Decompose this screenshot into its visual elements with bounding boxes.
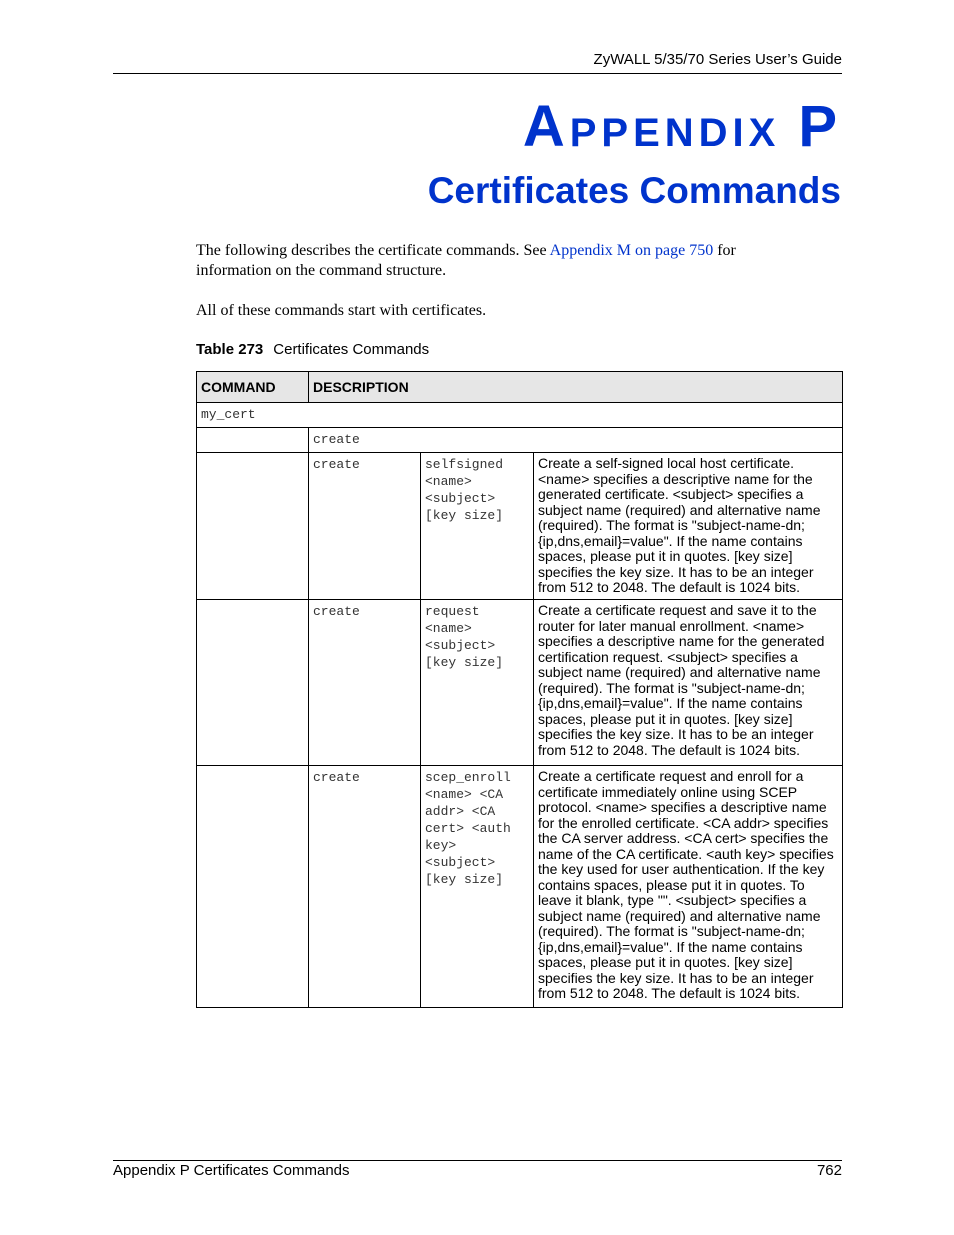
empty-cell [197,766,309,1008]
certificates-commands-table [196,371,843,1008]
description-cell: Create a certificate request and enroll for a certificate immediately online using SCEP protocol. <name> specifies a descriptive name for the enrolled certificate. <CA addr> specifies the CA server address. <CA cert> specifies the name of the CA certificate. <auth key> specifies the key used for user authentication. If the key contains spaces, please put it in quotes. To leave it blank, type "". <subject> specifies a subject name (required) and alternative name (required). The format is "subject-name-dn;{ip,dns,email}=value". If the name contains spaces, please put it in quotes. [key size] specifies the key size. It has to be an integer from 512 to 2048. The default is 1024 bits. [534,766,843,1008]
appendix-letter: P [798,94,842,159]
table-title: Certificates Commands [273,341,430,358]
table-row [197,453,843,600]
command-header: COMMAND [197,372,309,403]
empty-cell [197,600,309,766]
appendix-initial: A [522,94,570,159]
footer-rule [113,1160,842,1161]
table-header-row [197,372,843,403]
args-cell: scep_enroll <name> <CA addr> <CA cert> <auth key> <subject> [key size] [421,766,534,1008]
header-rule [113,73,842,74]
empty-cell [197,428,309,453]
table-row [197,403,843,428]
intro-text-before-link: The following describes the certificate commands. See [196,242,550,259]
description-cell: Create a certificate request and save it to the router for later manual enrollment. <name> specifies a descriptive name for the generated certification request. <subject> specifies a subject name (required) and alternative name (required). The format is "subject-name-dn;{ip,dns,email}=value". If the name contains spaces, please put it in quotes. [key size] specifies the key size. It has to be an integer from 512 to 2048. The default is 1024 bits. [534,600,843,766]
guide-title: ZyWALL 5/35/70 Series User’s Guide [593,51,842,68]
cmd-cell: create [309,766,421,1008]
cmd-cell: create [309,453,421,600]
intro-paragraph [196,241,806,281]
footer-chapter-name: Appendix P Certificates Commands [113,1162,350,1179]
appendix-m-link[interactable]: Appendix M on page 750 [549,242,714,259]
cmd-cell: create [309,600,421,766]
intro-text-after-link: for information on the command structure. [196,242,736,279]
table-row [197,766,843,1008]
description-header: DESCRIPTION [309,372,843,403]
args-cell: selfsigned <name> <subject> [key size] [421,453,534,600]
subgroup-cell: create [309,428,843,453]
appendix-heading [522,94,842,159]
table-row [197,600,843,766]
table-row [197,428,843,453]
appendix-word-rest: PPENDIX [569,111,781,155]
note-paragraph: All of these commands start with certificates. [196,302,487,319]
empty-cell [197,453,309,600]
description-cell: Create a self-signed local host certificate. <name> specifies a descriptive name for the generated certificate. <subject> specifies a subject name (required) and alternative name (required). The format is "subject-name-dn;{ip,dns,email}=value". If the name contains spaces, please put it in quotes. [key size] specifies the key size. It has to be an integer from 512 to 2048. The default is 1024 bits. [534,453,843,600]
table-caption [196,341,429,358]
chapter-title: Certificates Commands [427,170,841,211]
table-number: Table 273 [196,341,264,358]
page-number: 762 [816,1162,842,1179]
args-cell: request <name> <subject> [key size] [421,600,534,766]
group-cell: my_cert [197,403,843,428]
